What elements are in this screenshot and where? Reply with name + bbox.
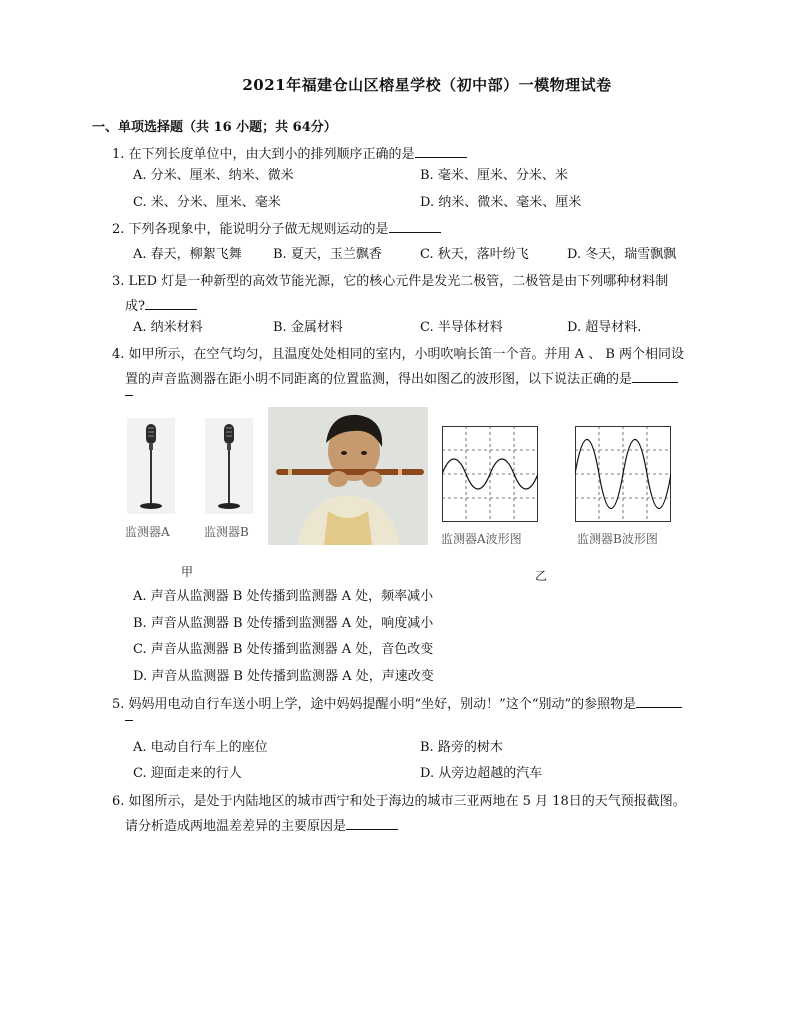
question-5-stem: 5. 妈妈用电动自行车送小明上学，途中妈妈提醒小明“坐好，别动！”这个“别动”的参照物是 bbox=[112, 697, 637, 712]
caption-monitor-a: 监测器A bbox=[125, 525, 170, 539]
q4-option-c: C. 声音从监测器 B 处传播到监测器 A 处，音色改变 bbox=[133, 642, 434, 657]
q1-option-a: A. 分米、厘米、纳米、微米 bbox=[133, 168, 294, 183]
question-6-stem-end: 请分析造成两地温差差异的主要原因是 bbox=[125, 819, 347, 834]
q2-option-d: D. 冬天，瑞雪飘飘 bbox=[567, 247, 677, 262]
q2-option-c: C. 秋天，落叶纷飞 bbox=[420, 247, 529, 262]
answer-blank bbox=[145, 297, 197, 310]
page-title: 2021年福建仓山区榕星学校（初中部）一模物理试卷 bbox=[242, 76, 612, 94]
q5-option-c: C. 迎面走来的行人 bbox=[133, 766, 242, 781]
q3-option-a: A. 纳米材料 bbox=[133, 320, 203, 335]
q4-option-d: D. 声音从监测器 B 处传播到监测器 A 处，声速改变 bbox=[133, 669, 434, 684]
section-heading: 一、单项选择题（共 16 小题；共 64分） bbox=[92, 120, 337, 135]
question-4-line-1: 4. 如甲所示，在空气均匀，且温度处处相同的室内，小明吹响长笛一个音。并用 A 、 B 两个相同设 bbox=[112, 347, 685, 362]
question-6-line-1: 6. 如图所示，是处于内陆地区的城市西宁和处于海边的城市三亚两地在 5 月 18日的天气预报截图。 bbox=[112, 794, 686, 809]
question-6-line-2 bbox=[125, 815, 398, 834]
question-2-stem: 2. 下列各现象中，能说明分子做无规则运动的是 bbox=[112, 222, 389, 237]
answer-blank-continuation bbox=[125, 395, 133, 396]
question-5 bbox=[112, 693, 682, 712]
q1-option-d: D. 纳米、微米、毫米、厘米 bbox=[420, 195, 582, 210]
question-3-stem-end: 成? bbox=[125, 299, 145, 314]
answer-blank bbox=[346, 817, 398, 830]
microphone-stand-icon bbox=[205, 418, 253, 514]
monitor-a-image bbox=[127, 418, 175, 514]
q3-option-d: D. 超导材料. bbox=[567, 320, 642, 335]
q4-option-a: A. 声音从监测器 B 处传播到监测器 A 处，频率减小 bbox=[133, 589, 434, 604]
waveform-a-graph bbox=[442, 426, 538, 522]
q5-option-b: B. 路旁的树木 bbox=[420, 740, 503, 755]
answer-blank bbox=[636, 695, 682, 708]
question-3-line-1: 3. LED 灯是一种新型的高效节能光源，它的核心元件是发光二极管，二极管是由下列哪种材料制 bbox=[112, 274, 669, 289]
question-1 bbox=[112, 143, 467, 162]
question-1-stem: 1. 在下列长度单位中，由大到小的排列顺序正确的是 bbox=[112, 147, 415, 162]
monitor-b-image bbox=[205, 418, 253, 514]
microphone-stand-icon bbox=[127, 418, 175, 514]
boy-playing-flute-photo bbox=[268, 407, 428, 545]
q3-option-b: B. 金属材料 bbox=[273, 320, 343, 335]
answer-blank bbox=[415, 145, 467, 158]
caption-waveform-b: 监测器B波形图 bbox=[577, 532, 658, 546]
question-4-line-2 bbox=[125, 368, 678, 387]
question-2 bbox=[112, 218, 441, 237]
answer-blank-continuation bbox=[125, 720, 133, 721]
answer-blank bbox=[389, 220, 441, 233]
question-4-stem-end: 置的声音监测器在距小明不同距离的位置监测，得出如图乙的波形图，以下说法正确的是 bbox=[125, 372, 633, 387]
q4-option-b: B. 声音从监测器 B 处传播到监测器 A 处，响度减小 bbox=[133, 616, 434, 631]
boy-flute-illustration bbox=[268, 407, 428, 545]
q3-option-c: C. 半导体材料 bbox=[420, 320, 503, 335]
question-3-line-2 bbox=[125, 295, 197, 314]
figure-label-yi: 乙 bbox=[535, 569, 548, 583]
q1-option-b: B. 毫米、厘米、分米、米 bbox=[420, 168, 568, 183]
caption-waveform-a: 监测器A波形图 bbox=[441, 532, 522, 546]
caption-monitor-b: 监测器B bbox=[204, 525, 249, 539]
q5-option-d: D. 从旁边超越的汽车 bbox=[420, 766, 543, 781]
waveform-b-graph bbox=[575, 426, 671, 522]
q1-option-c: C. 米、分米、厘米、毫米 bbox=[133, 195, 281, 210]
figure-label-jia: 甲 bbox=[181, 565, 194, 579]
answer-blank bbox=[632, 370, 678, 383]
q2-option-b: B. 夏天，玉兰飘香 bbox=[273, 247, 382, 262]
q5-option-a: A. 电动自行车上的座位 bbox=[133, 740, 268, 755]
q2-option-a: A. 春天，柳絮飞舞 bbox=[133, 247, 242, 262]
